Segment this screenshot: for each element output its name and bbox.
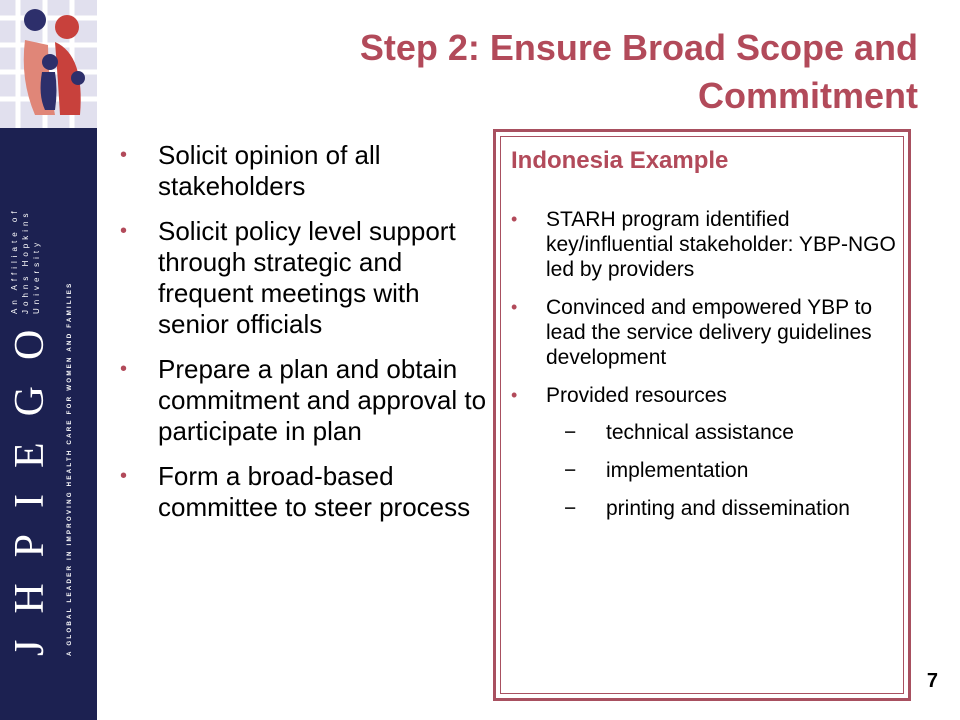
bullet-text: Solicit policy level support through strategic and frequent meetings with senior officials (158, 216, 456, 339)
affiliate-text (9, 144, 42, 314)
dash-icon: − (564, 421, 577, 444)
sub-list-item (546, 420, 896, 445)
sub-item-text: printing and dissemination (606, 497, 850, 520)
example-title: Indonesia Example (511, 147, 729, 174)
affiliate-line: Johns Hopkins (21, 209, 30, 314)
list-item (511, 207, 896, 282)
dash-icon: − (564, 497, 577, 520)
bullet-icon: • (120, 144, 128, 166)
example-panel-inner (500, 136, 904, 694)
bullet-icon: • (120, 358, 128, 380)
brand-name: JHPIEGO (7, 303, 53, 656)
brand-text-block (8, 144, 88, 704)
sub-item-text: technical assistance (606, 421, 794, 444)
affiliate-line: An Affiliate of (10, 207, 19, 314)
example-panel (493, 129, 911, 701)
bullet-text: Form a broad-based committee to steer process (158, 461, 471, 522)
brand-tagline: A GLOBAL LEADER IN IMPROVING HEALTH CARE FOR WOMEN AND FAMILIES (66, 281, 73, 656)
bullet-text: Solicit opinion of all stakeholders (158, 140, 381, 201)
sub-list-item (546, 458, 896, 483)
brand-vertical-area (0, 128, 97, 720)
list-item (511, 383, 896, 521)
bullet-text: STARH program identified key/influential stakeholder: YBP-NGO led by providers (546, 208, 896, 281)
list-item (511, 295, 896, 370)
main-bullet-list (120, 140, 490, 537)
list-item (120, 354, 490, 447)
bullet-icon: • (511, 297, 518, 317)
bullet-icon: • (120, 220, 128, 242)
affiliate-line: University (32, 238, 41, 314)
sub-list-item (546, 496, 896, 521)
bullet-text: Provided resources (546, 384, 727, 407)
resource-sub-list (546, 420, 896, 521)
sub-item-text: implementation (606, 459, 749, 482)
bullet-icon: • (120, 465, 128, 487)
list-item (120, 461, 490, 523)
dash-icon: − (564, 459, 577, 482)
bullet-icon: • (511, 209, 518, 229)
family-logo-icon (0, 0, 97, 128)
bullet-text: Prepare a plan and obtain commitment and approval to participate in plan (158, 354, 487, 446)
example-bullet-list (511, 207, 896, 534)
title-line-1: Step 2: Ensure Broad Scope and (359, 27, 918, 68)
list-item (120, 140, 490, 202)
bullet-icon: • (511, 385, 518, 405)
bullet-text: Convinced and empowered YBP to lead the service delivery guidelines development (546, 296, 873, 369)
page-number: 7 (926, 670, 938, 692)
title-line-2: Commitment (697, 75, 918, 116)
slide-title (138, 24, 918, 120)
brand-sidebar (0, 0, 97, 720)
list-item (120, 216, 490, 340)
